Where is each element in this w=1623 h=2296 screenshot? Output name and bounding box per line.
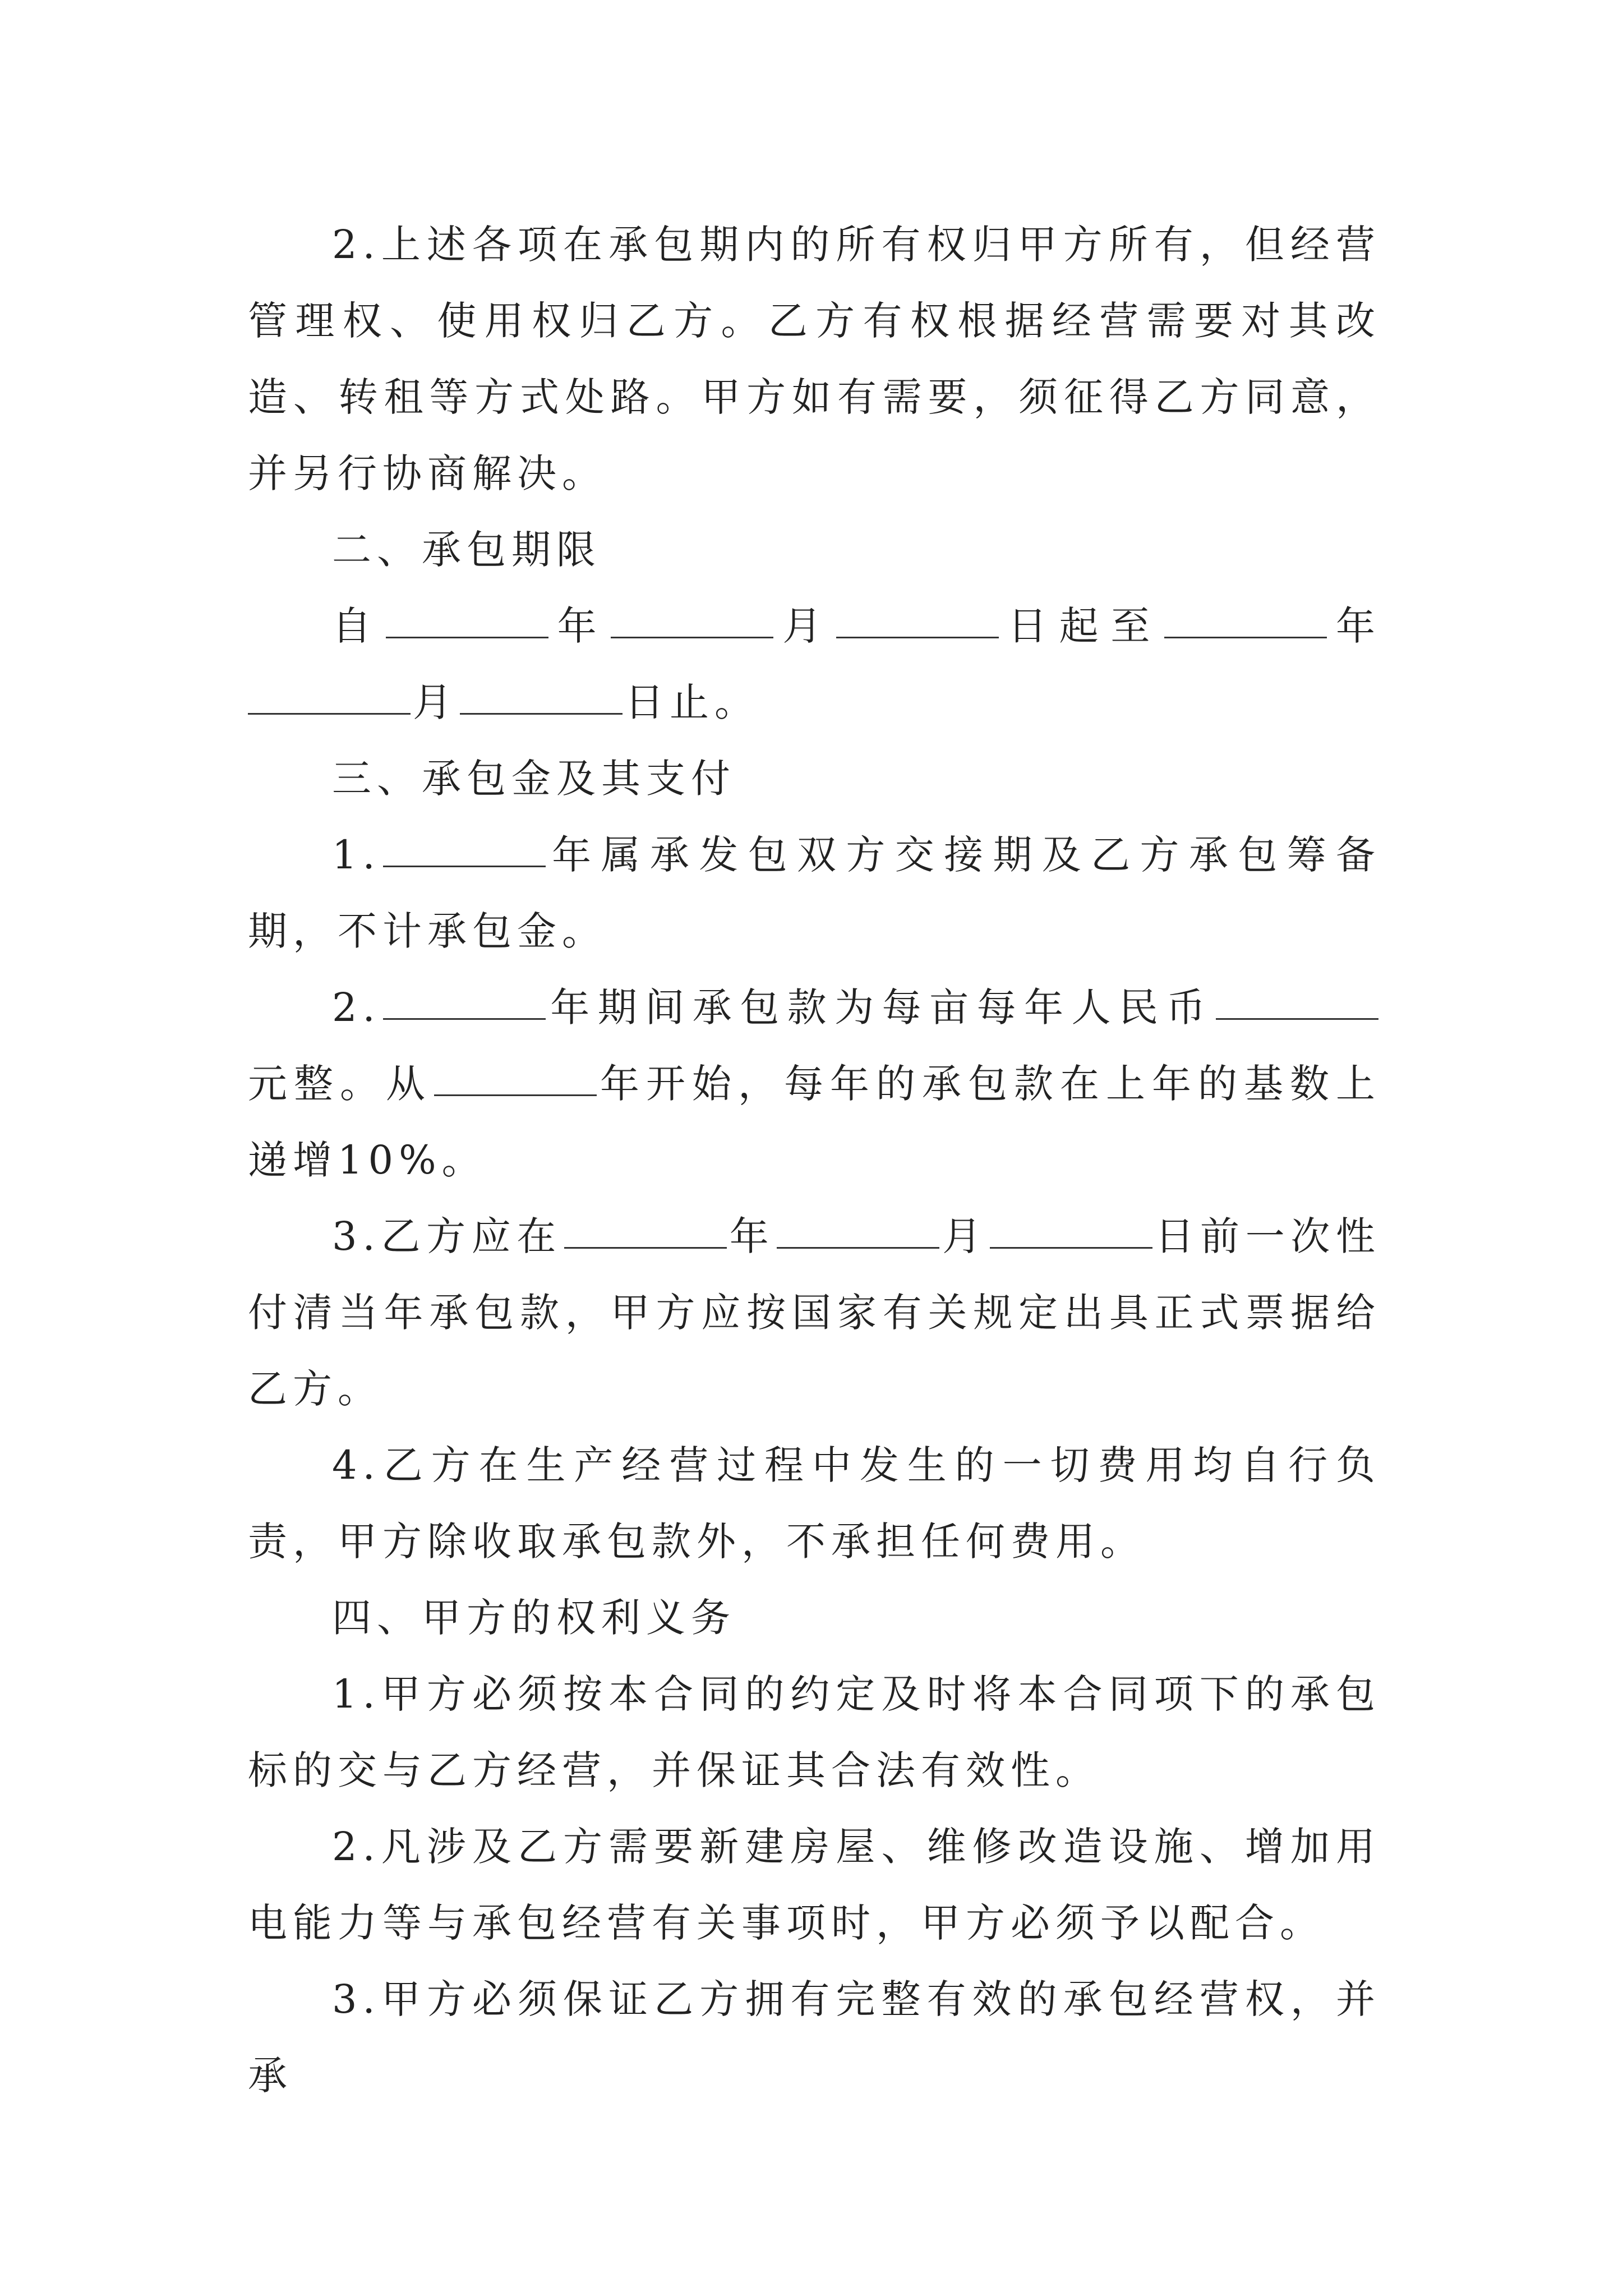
blank-end-day <box>460 712 623 715</box>
blank-pay-month <box>777 1246 939 1249</box>
paragraph-payment-3 <box>248 1198 1381 1427</box>
party-a-1-text: 1.甲方必须按本合同的约定及时将本合同项下的承包标的交与乙方经营，并保证其合法有效性。 <box>248 1671 1381 1793</box>
payment-1-text: 年属承发包双方交接期及乙方承包筹备期，不计承包金。 <box>248 832 1381 954</box>
payment-4-text: 4.乙方在生产经营过程中发生的一切费用均自行负责，甲方除收取承包款外，不承担任何费用。 <box>248 1442 1381 1565</box>
blank-end-month <box>248 712 411 715</box>
blank-amount <box>1216 1018 1378 1020</box>
contract-body <box>248 206 1381 2114</box>
blank-pay-year <box>564 1246 727 1249</box>
term-text-to: 日起至 <box>1001 603 1163 649</box>
blank-start-day <box>836 636 999 638</box>
section-heading-payment-text: 三、承包金及其支付 <box>332 756 736 802</box>
blank-increase-year <box>434 1094 597 1096</box>
party-a-3-text: 3.甲方必须保证乙方拥有完整有效的承包经营权，并承 <box>248 1976 1381 2099</box>
payment-3-text-month: 月 <box>942 1213 988 1259</box>
payment-3-text-a: 3.乙方应在 <box>332 1213 562 1259</box>
term-text-year: 年 <box>550 603 609 649</box>
blank-start-month <box>611 636 773 638</box>
paragraph-term-dates <box>248 588 1381 740</box>
payment-2-text-c: 年开始，每年的承包款在上年的基数上递增10%。 <box>248 1061 1381 1183</box>
payment-1-number: 1. <box>332 832 381 878</box>
section-heading-party-a-text: 四、甲方的权利义务 <box>332 1595 736 1641</box>
paragraph-party-a-2 <box>248 1809 1381 1961</box>
payment-2-number: 2. <box>332 984 381 1030</box>
section-heading-term <box>248 512 1381 588</box>
paragraph-ownership <box>248 206 1381 512</box>
section-heading-term-text: 二、承包期限 <box>332 527 601 573</box>
paragraph-payment-2 <box>248 969 1381 1198</box>
payment-2-text-a: 年期间承包款为每亩每年人民币 <box>547 984 1214 1030</box>
paragraph-ownership-text: 2.上述各项在承包期内的所有权归甲方所有，但经营管理权、使用权归乙方。乙方有权根据经营需要对其改造、转租等方式处路。甲方如有需要，须征得乙方同意，并另行协商解决。 <box>248 222 1381 496</box>
blank-start-year <box>386 636 548 638</box>
term-text-from: 自 <box>332 603 384 649</box>
term-text-end-month: 月 <box>413 679 458 725</box>
term-text-month: 月 <box>776 603 834 649</box>
section-heading-payment <box>248 740 1381 817</box>
blank-pay-day <box>990 1246 1152 1249</box>
blank-handover-year <box>383 865 546 867</box>
term-text-end-year: 年 <box>1329 603 1381 649</box>
paragraph-payment-4 <box>248 1427 1381 1580</box>
paragraph-party-a-1 <box>248 1656 1381 1809</box>
payment-3-text-year: 年 <box>729 1213 775 1259</box>
payment-2-text-b: 元整。从 <box>248 1061 432 1107</box>
party-a-2-text: 2.凡涉及乙方需要新建房屋、维修改造设施、增加用电能力等与承包经营有关事项时，甲方必须予以配合。 <box>248 1824 1381 1946</box>
paragraph-party-a-3 <box>248 1961 1381 2114</box>
blank-period-year <box>383 1018 546 1020</box>
blank-end-year <box>1164 636 1327 638</box>
payment-3-text-b: 日前一次性付清当年承包款，甲方应按国家有关规定出具正式票据给乙方。 <box>248 1213 1381 1412</box>
paragraph-payment-1 <box>248 817 1381 969</box>
section-heading-party-a <box>248 1580 1381 1656</box>
term-text-end: 日止。 <box>625 679 759 725</box>
